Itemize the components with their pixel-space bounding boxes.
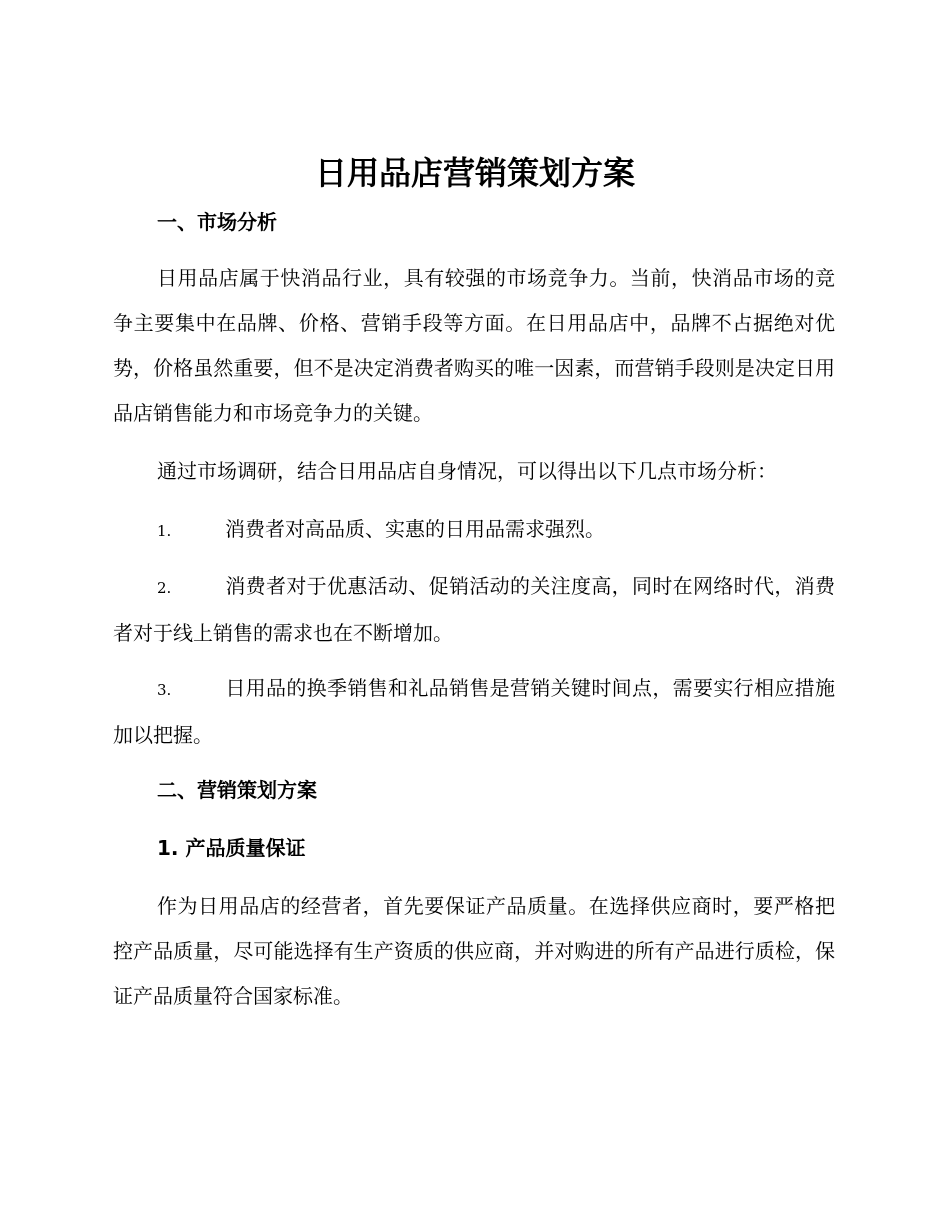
list-item-number: 2. bbox=[157, 579, 172, 597]
list-item-text: 日用品的换季销售和礼品销售是营销关键时间点，需要实行相应措施加以把握。 bbox=[113, 676, 835, 747]
paragraph-product-quality: 作为日用品店的经营者，首先要保证产品质量。在选择供应商时，要严格把控产品质量，尽可能选择有生产资质的供应商，并对购进的所有产品进行质检，保证产品质量符合国家标准。 bbox=[113, 894, 835, 1008]
paragraph-market-overview: 日用品店属于快消品行业，具有较强的市场竞争力。当前，快消品市场的竞争主要集中在品牌、价格、营销手段等方面。在日用品店中，品牌不占据绝对优势，价格虽然重要，但不是决定消费者购买的唯一因素，而营销手段则是决定日用品店销售能力和市场竞争力的关键。 bbox=[113, 266, 835, 425]
list-item-text: 消费者对于优惠活动、促销活动的关注度高，同时在网络时代，消费者对于线上销售的需求也在不断增加。 bbox=[113, 574, 835, 645]
subheading-product-quality: 1. 产品质量保证 bbox=[157, 836, 306, 860]
section-heading-marketing-plan: 二、营销策划方案 bbox=[157, 778, 317, 802]
list-item bbox=[113, 666, 835, 758]
list-item bbox=[113, 564, 835, 656]
list-item-number: 3. bbox=[157, 681, 172, 699]
section-heading-market-analysis: 一、市场分析 bbox=[157, 210, 277, 234]
document-title: 日用品店营销策划方案 bbox=[314, 154, 635, 192]
list-item-number: 1. bbox=[157, 522, 172, 540]
paragraph-analysis-intro: 通过市场调研，结合日用品店自身情况，可以得出以下几点市场分析： bbox=[157, 459, 777, 483]
list-item-text: 消费者对高品质、实惠的日用品需求强烈。 bbox=[225, 517, 605, 541]
list-item bbox=[113, 507, 835, 554]
